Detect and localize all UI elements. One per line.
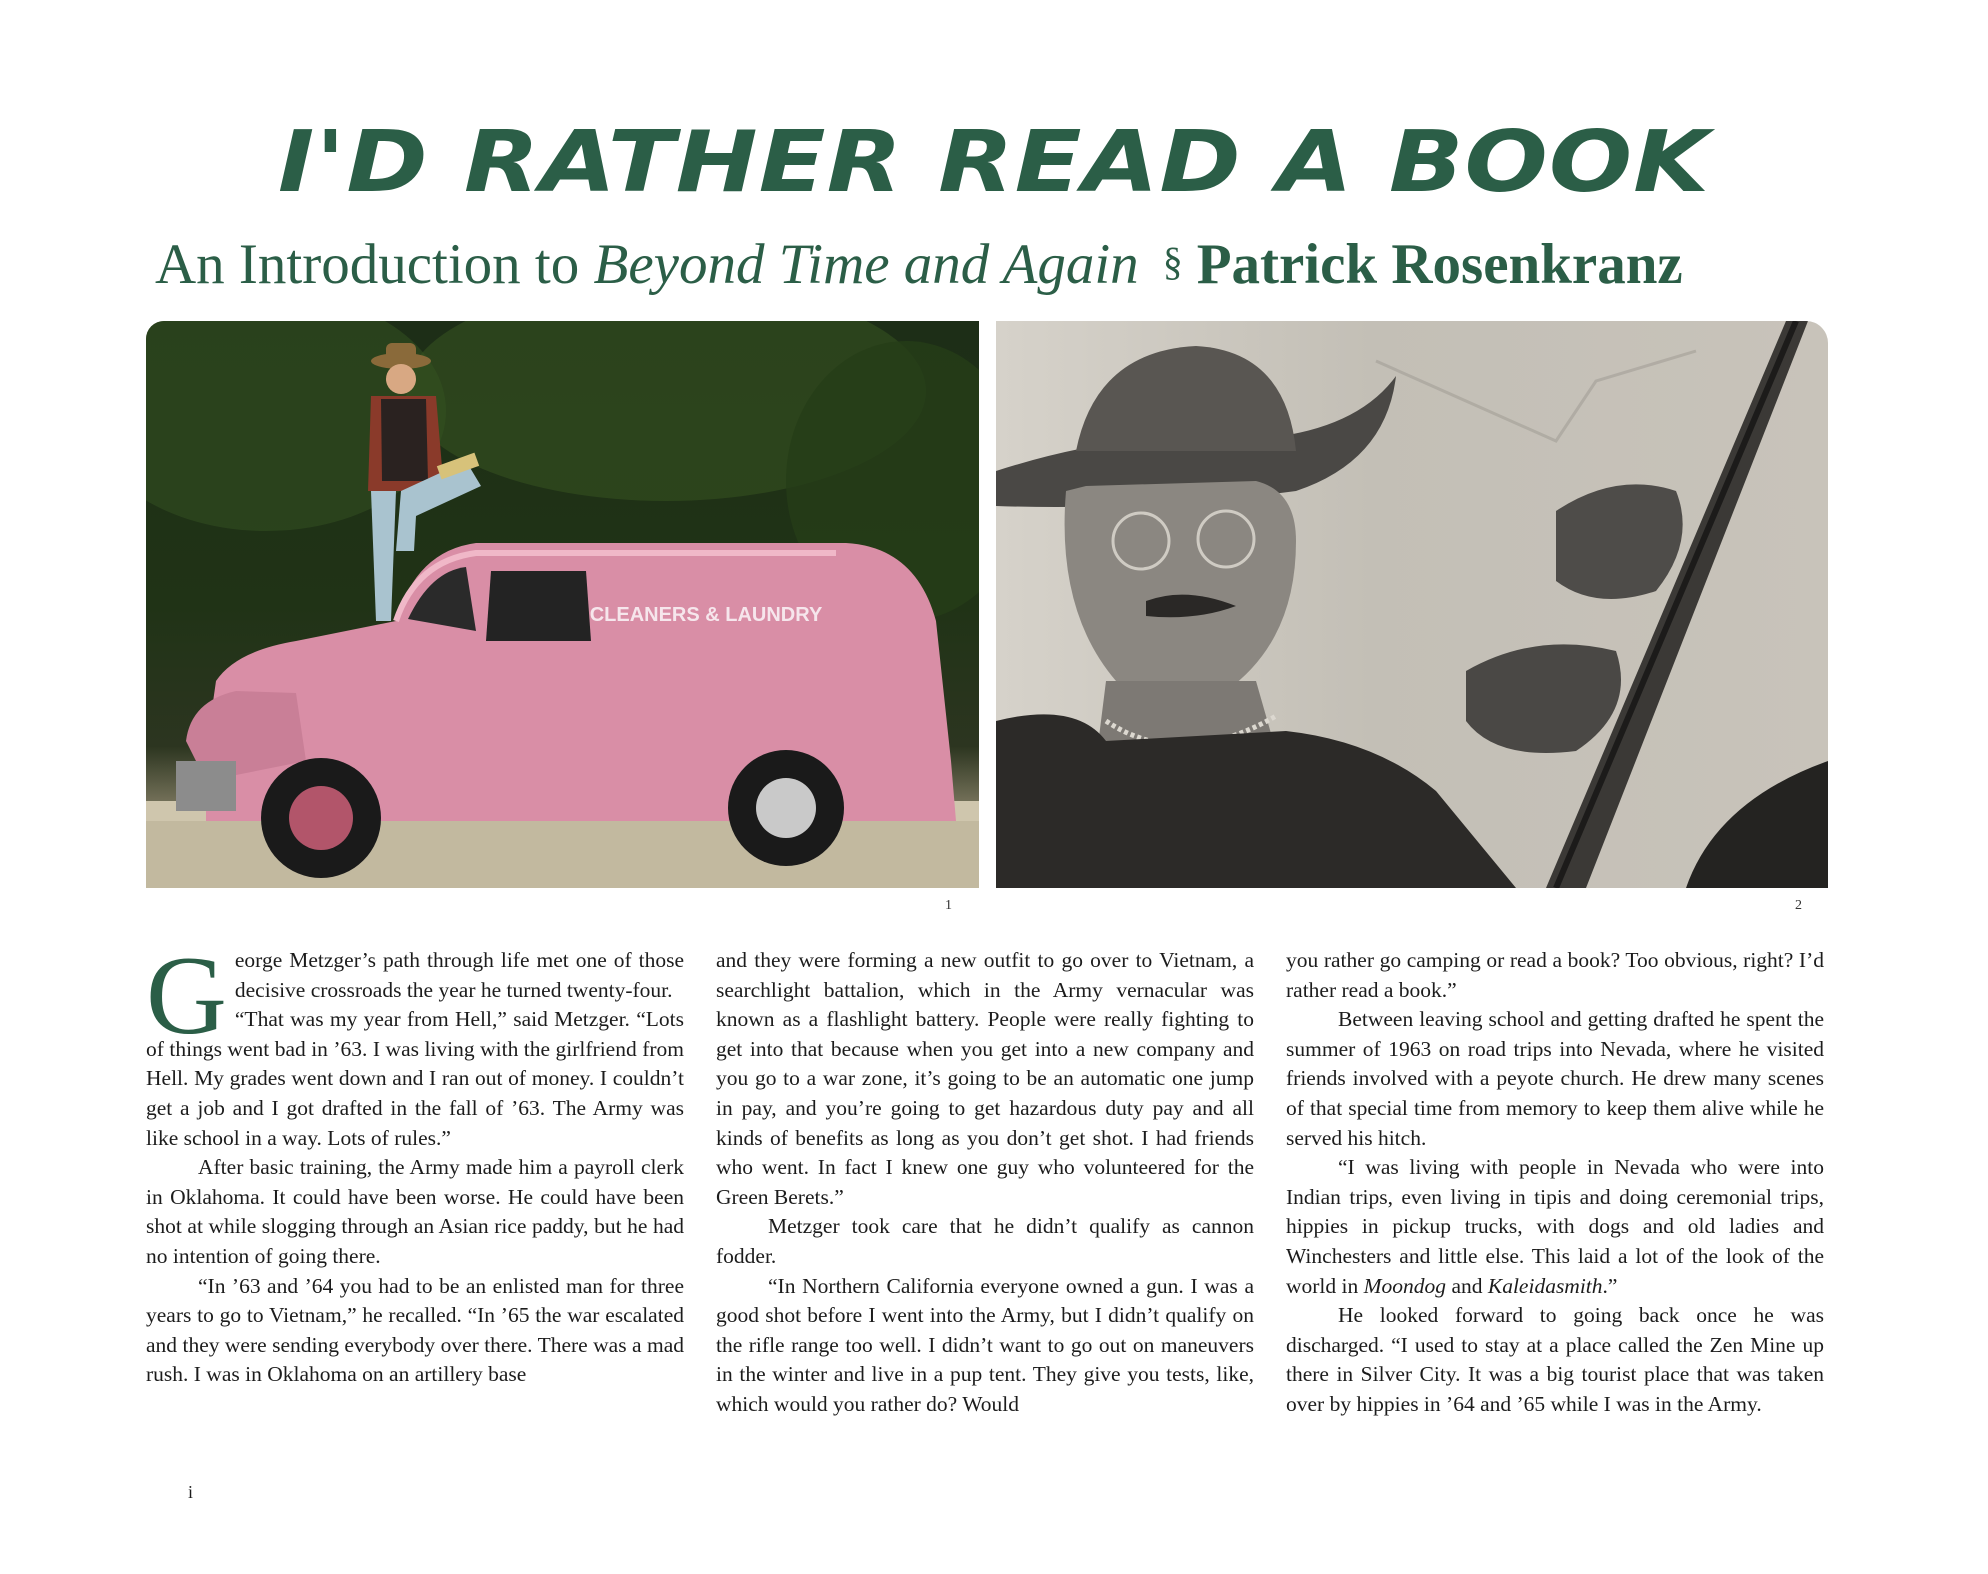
subtitle — [155, 228, 1835, 299]
paragraph: Between leaving school and getting drafted he spent the summer of 1963 on road trips into Nevada, where he visited friends involved with a peyote church. He drew many scenes of that special time from memory to keep them alive while he served his hitch. — [1286, 1007, 1824, 1150]
photo-pink-van — [146, 321, 979, 888]
paragraph: and they were forming a new outfit to go over to Vietnam, a searchlight battalion, which in the Army vernacular was known as a flashlight battery. People were really fighting to get into that because when you get into a new company and you go to a war zone, it’s going to be an automatic one jump in pay, and you’re going to get hazardous duty pay and all kinds of benefits as long as you don’t get shot. I had friends who went. In fact I knew one guy who volunteered for the Green Berets.” — [716, 948, 1254, 1209]
paragraph: He looked forward to going back once he was discharged. “I used to stay at a place called the Zen Mine up there in Silver City. It was a big tourist place that was taken over by hippies in ’64 and ’65 while I was in the Army. — [1286, 1303, 1824, 1416]
book-title: Beyond Time and Again — [593, 233, 1139, 296]
figure-number-2: 2 — [1795, 898, 1802, 913]
paragraph: George Metzger’s path through life met one of those decisive crossroads the year he turned twenty-four. — [146, 934, 684, 1058]
paragraph: After basic training, the Army made him a payroll clerk in Oklahoma. It could have been worse. He could have been shot at while slogging through an Asian rice paddy, but he had no intention of going there. — [146, 1155, 684, 1268]
photo-cowboy-rifle — [996, 321, 1828, 888]
paragraph: Metzger took care that he didn’t qualify as cannon fodder. — [716, 1214, 1254, 1268]
paragraph: you rather go camping or read a book? Too obvious, right? I’d rather read a book.” — [1286, 948, 1824, 1002]
book-title-moondog: Moondog — [1363, 1273, 1447, 1298]
text-column-3 — [1286, 946, 1824, 1420]
paragraph: “In ’63 and ’64 you had to be an enlisted man for three years to go to Vietnam,” he recalled. “In ’65 the war escalated and they were sending everybody over there. There was a mad rush. I was in Oklahoma on an artillery base — [146, 1273, 684, 1387]
page-title: I'D RATHER READ A BOOK — [277, 113, 1711, 212]
page-number: i — [188, 1482, 194, 1502]
drop-cap: G — [146, 934, 227, 1058]
photo-pink-van-illustration — [146, 321, 979, 888]
section-mark: § — [1162, 239, 1183, 284]
author-name: Patrick Rosenkranz — [1196, 233, 1683, 296]
paragraph: “In Northern California everyone owned a gun. I was a good shot before I went into the Army, but I didn’t qualify on the rifle range too well. I didn’t want to go out on maneuvers in the winter and live in a pup tent. They give you tests, like, which would you rather do? Would — [716, 1273, 1254, 1416]
text-column-2 — [716, 946, 1254, 1420]
figure-number-1: 1 — [945, 898, 952, 913]
text-column-1 — [146, 934, 684, 1390]
paragraph: “That was my year from Hell,” said Metzger. “Lots of things went bad in ’63. I was living with the girlfriend from Hell. My grades went down and I ran out of money. I couldn’t get a job and I got drafted in the fall of ’63. The Army was like school in a way. Lots of rules.” — [146, 1007, 684, 1150]
book-title-kaleidasmith: Kaleidasmith — [1487, 1273, 1603, 1298]
subtitle-prefix: An Introduction to — [155, 233, 594, 296]
paragraph: “I was living with people in Nevada who were into Indian trips, even living in tipis and doing ceremonial trips, hippies in pickup trucks, with dogs and old ladies and Winchesters and little else. This laid a lot of the look of the world in Moondog and Kaleidasmith.” — [1286, 1155, 1824, 1298]
photo-cowboy-illustration — [996, 321, 1828, 888]
van-lettering: CLEANERS & LAUNDRY — [589, 604, 823, 626]
